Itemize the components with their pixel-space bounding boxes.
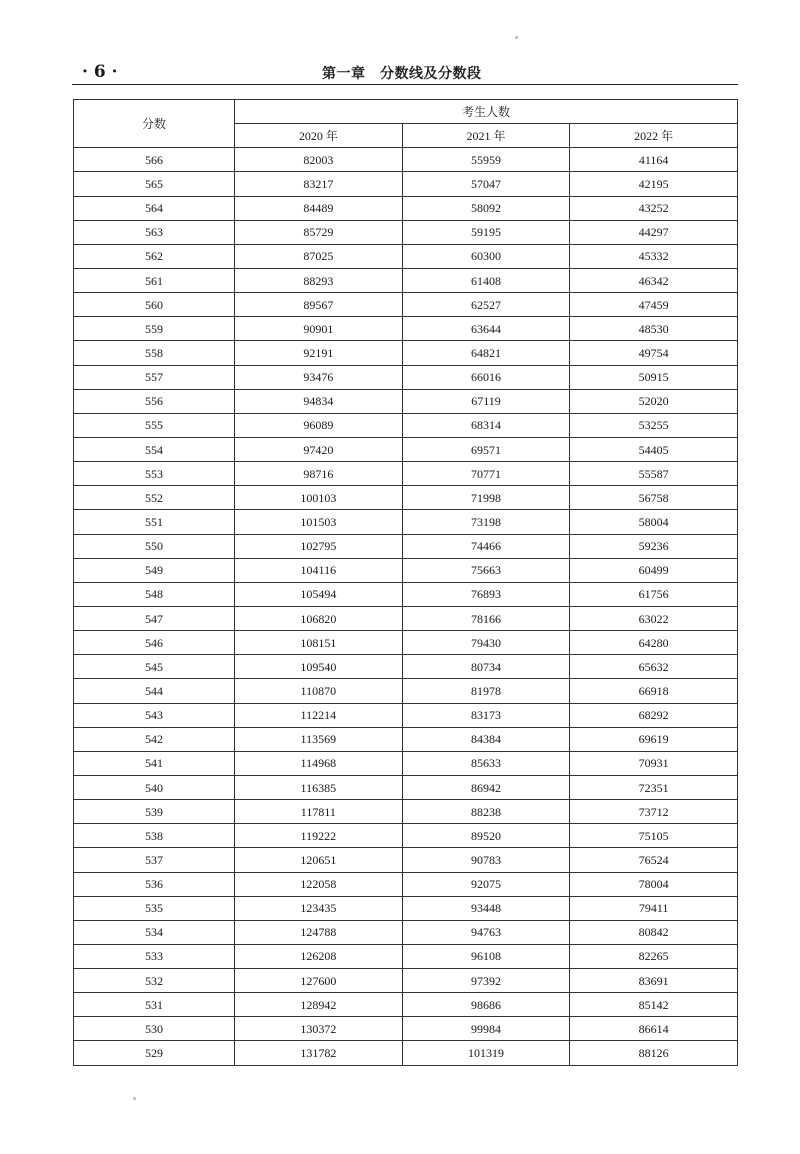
- count-2021-cell: 96108: [402, 944, 570, 968]
- table-row: [74, 993, 738, 1017]
- examinee-count-header: 考生人数: [235, 100, 738, 124]
- score-cell: 542: [74, 727, 235, 751]
- count-2022-cell: 42195: [570, 172, 738, 196]
- count-2021-cell: 67119: [402, 389, 570, 413]
- count-2022-cell: 73712: [570, 800, 738, 824]
- table-row: [74, 268, 738, 292]
- header-row-group: [74, 100, 738, 124]
- table-row: [74, 679, 738, 703]
- count-2022-cell: 83691: [570, 969, 738, 993]
- count-2022-cell: 79411: [570, 896, 738, 920]
- table-row: [74, 944, 738, 968]
- count-2021-cell: 71998: [402, 486, 570, 510]
- table-row: [74, 437, 738, 461]
- score-cell: 559: [74, 317, 235, 341]
- score-cell: 537: [74, 848, 235, 872]
- count-2022-cell: 44297: [570, 220, 738, 244]
- count-2022-cell: 58004: [570, 510, 738, 534]
- count-2020-cell: 96089: [235, 413, 403, 437]
- score-cell: 545: [74, 655, 235, 679]
- count-2020-cell: 87025: [235, 244, 403, 268]
- count-2021-cell: 68314: [402, 413, 570, 437]
- count-2022-cell: 50915: [570, 365, 738, 389]
- score-cell: 558: [74, 341, 235, 365]
- count-2022-cell: 43252: [570, 196, 738, 220]
- score-cell: 564: [74, 196, 235, 220]
- count-2022-cell: 76524: [570, 848, 738, 872]
- count-2020-cell: 88293: [235, 268, 403, 292]
- count-2020-cell: 106820: [235, 606, 403, 630]
- table-row: [74, 655, 738, 679]
- score-cell: 553: [74, 462, 235, 486]
- count-2022-cell: 69619: [570, 727, 738, 751]
- count-2020-cell: 98716: [235, 462, 403, 486]
- count-2021-cell: 85633: [402, 751, 570, 775]
- table-row: [74, 969, 738, 993]
- count-2021-cell: 58092: [402, 196, 570, 220]
- count-2022-cell: 80842: [570, 920, 738, 944]
- score-cell: 548: [74, 582, 235, 606]
- count-2022-cell: 47459: [570, 293, 738, 317]
- count-2021-cell: 79430: [402, 631, 570, 655]
- count-2020-cell: 92191: [235, 341, 403, 365]
- count-2021-cell: 73198: [402, 510, 570, 534]
- score-cell: 539: [74, 800, 235, 824]
- count-2022-cell: 60499: [570, 558, 738, 582]
- count-2020-cell: 105494: [235, 582, 403, 606]
- count-2020-cell: 120651: [235, 848, 403, 872]
- count-2021-cell: 88238: [402, 800, 570, 824]
- table-row: [74, 631, 738, 655]
- table-row: [74, 486, 738, 510]
- count-2021-cell: 70771: [402, 462, 570, 486]
- count-2020-cell: 110870: [235, 679, 403, 703]
- count-2021-cell: 97392: [402, 969, 570, 993]
- count-2020-cell: 114968: [235, 751, 403, 775]
- score-cell: 544: [74, 679, 235, 703]
- count-2022-cell: 49754: [570, 341, 738, 365]
- count-2020-cell: 123435: [235, 896, 403, 920]
- year-header-2022: 2022 年: [570, 124, 738, 148]
- count-2021-cell: 76893: [402, 582, 570, 606]
- count-2020-cell: 108151: [235, 631, 403, 655]
- count-2022-cell: 72351: [570, 775, 738, 799]
- count-2021-cell: 90783: [402, 848, 570, 872]
- count-2020-cell: 101503: [235, 510, 403, 534]
- count-2022-cell: 85142: [570, 993, 738, 1017]
- count-2022-cell: 65632: [570, 655, 738, 679]
- count-2021-cell: 89520: [402, 824, 570, 848]
- count-2021-cell: 81978: [402, 679, 570, 703]
- count-2021-cell: 63644: [402, 317, 570, 341]
- count-2021-cell: 94763: [402, 920, 570, 944]
- count-2021-cell: 57047: [402, 172, 570, 196]
- count-2021-cell: 69571: [402, 437, 570, 461]
- table-row: [74, 220, 738, 244]
- count-2022-cell: 45332: [570, 244, 738, 268]
- table-row: [74, 775, 738, 799]
- table-body: [74, 148, 738, 1065]
- count-2020-cell: 122058: [235, 872, 403, 896]
- count-2022-cell: 88126: [570, 1041, 738, 1065]
- count-2020-cell: 100103: [235, 486, 403, 510]
- table-row: [74, 606, 738, 630]
- count-2021-cell: 74466: [402, 534, 570, 558]
- count-2020-cell: 126208: [235, 944, 403, 968]
- table-row: [74, 848, 738, 872]
- count-2020-cell: 117811: [235, 800, 403, 824]
- table-row: [74, 727, 738, 751]
- count-2022-cell: 54405: [570, 437, 738, 461]
- table-row: [74, 800, 738, 824]
- count-2021-cell: 99984: [402, 1017, 570, 1041]
- table-row: [74, 341, 738, 365]
- table-row: [74, 196, 738, 220]
- score-cell: 550: [74, 534, 235, 558]
- score-cell: 556: [74, 389, 235, 413]
- table-row: [74, 413, 738, 437]
- count-2020-cell: 127600: [235, 969, 403, 993]
- score-cell: 563: [74, 220, 235, 244]
- count-2021-cell: 66016: [402, 365, 570, 389]
- score-cell: 531: [74, 993, 235, 1017]
- count-2020-cell: 109540: [235, 655, 403, 679]
- score-cell: 565: [74, 172, 235, 196]
- score-cell: 557: [74, 365, 235, 389]
- count-2020-cell: 128942: [235, 993, 403, 1017]
- count-2022-cell: 55587: [570, 462, 738, 486]
- count-2021-cell: 86942: [402, 775, 570, 799]
- count-2021-cell: 60300: [402, 244, 570, 268]
- count-2022-cell: 61756: [570, 582, 738, 606]
- table-row: [74, 1017, 738, 1041]
- count-2021-cell: 98686: [402, 993, 570, 1017]
- score-cell: 555: [74, 413, 235, 437]
- count-2022-cell: 78004: [570, 872, 738, 896]
- score-cell: 535: [74, 896, 235, 920]
- count-2022-cell: 86614: [570, 1017, 738, 1041]
- count-2021-cell: 55959: [402, 148, 570, 172]
- count-2020-cell: 104116: [235, 558, 403, 582]
- table-row: [74, 920, 738, 944]
- table-row: [74, 824, 738, 848]
- count-2020-cell: 97420: [235, 437, 403, 461]
- count-2021-cell: 78166: [402, 606, 570, 630]
- score-cell: 546: [74, 631, 235, 655]
- table-row: [74, 896, 738, 920]
- score-cell: 541: [74, 751, 235, 775]
- chapter-title: 第一章 分数线及分数段: [322, 66, 482, 82]
- table-row: [74, 462, 738, 486]
- score-cell: 532: [74, 969, 235, 993]
- table-row: [74, 244, 738, 268]
- count-2021-cell: 80734: [402, 655, 570, 679]
- score-cell: 549: [74, 558, 235, 582]
- count-2020-cell: 113569: [235, 727, 403, 751]
- count-2021-cell: 64821: [402, 341, 570, 365]
- count-2020-cell: 90901: [235, 317, 403, 341]
- table-row: [74, 703, 738, 727]
- count-2021-cell: 93448: [402, 896, 570, 920]
- score-cell: 554: [74, 437, 235, 461]
- count-2021-cell: 83173: [402, 703, 570, 727]
- count-2022-cell: 82265: [570, 944, 738, 968]
- count-2020-cell: 130372: [235, 1017, 403, 1041]
- table-row: [74, 872, 738, 896]
- table-row: [74, 172, 738, 196]
- count-2022-cell: 53255: [570, 413, 738, 437]
- score-cell: 543: [74, 703, 235, 727]
- count-2020-cell: 94834: [235, 389, 403, 413]
- scan-speck: [515, 36, 518, 39]
- score-cell: 538: [74, 824, 235, 848]
- table-row: [74, 582, 738, 606]
- count-2021-cell: 75663: [402, 558, 570, 582]
- score-cell: 540: [74, 775, 235, 799]
- table-row: [74, 317, 738, 341]
- count-2022-cell: 46342: [570, 268, 738, 292]
- count-2021-cell: 101319: [402, 1041, 570, 1065]
- count-2020-cell: 116385: [235, 775, 403, 799]
- count-2020-cell: 93476: [235, 365, 403, 389]
- scan-speck: [133, 1097, 136, 1100]
- count-2022-cell: 56758: [570, 486, 738, 510]
- count-2020-cell: 83217: [235, 172, 403, 196]
- score-cell: 533: [74, 944, 235, 968]
- count-2020-cell: 85729: [235, 220, 403, 244]
- count-2022-cell: 68292: [570, 703, 738, 727]
- count-2020-cell: 131782: [235, 1041, 403, 1065]
- count-2022-cell: 75105: [570, 824, 738, 848]
- score-cell: 551: [74, 510, 235, 534]
- count-2022-cell: 41164: [570, 148, 738, 172]
- score-cell: 529: [74, 1041, 235, 1065]
- count-2022-cell: 66918: [570, 679, 738, 703]
- count-2020-cell: 82003: [235, 148, 403, 172]
- count-2021-cell: 92075: [402, 872, 570, 896]
- count-2022-cell: 59236: [570, 534, 738, 558]
- score-cell: 536: [74, 872, 235, 896]
- score-cell: 562: [74, 244, 235, 268]
- header-rule: [72, 84, 738, 85]
- count-2020-cell: 89567: [235, 293, 403, 317]
- count-2022-cell: 70931: [570, 751, 738, 775]
- count-2021-cell: 62527: [402, 293, 570, 317]
- score-cell: 530: [74, 1017, 235, 1041]
- table-row: [74, 751, 738, 775]
- score-cell: 547: [74, 606, 235, 630]
- count-2022-cell: 48530: [570, 317, 738, 341]
- table-head: [74, 100, 738, 148]
- count-2020-cell: 84489: [235, 196, 403, 220]
- year-header-2021: 2021 年: [402, 124, 570, 148]
- table-row: [74, 293, 738, 317]
- table-row: [74, 558, 738, 582]
- score-column-header: 分数: [74, 100, 235, 148]
- table-row: [74, 534, 738, 558]
- count-2020-cell: 112214: [235, 703, 403, 727]
- table-row: [74, 389, 738, 413]
- count-2022-cell: 52020: [570, 389, 738, 413]
- table-row: [74, 148, 738, 172]
- count-2022-cell: 63022: [570, 606, 738, 630]
- score-cell: 561: [74, 268, 235, 292]
- score-distribution-table: [73, 99, 738, 1066]
- score-cell: 566: [74, 148, 235, 172]
- score-cell: 534: [74, 920, 235, 944]
- table-row: [74, 1041, 738, 1065]
- table-row: [74, 365, 738, 389]
- count-2021-cell: 59195: [402, 220, 570, 244]
- table-row: [74, 510, 738, 534]
- count-2021-cell: 61408: [402, 268, 570, 292]
- year-header-2020: 2020 年: [235, 124, 403, 148]
- count-2020-cell: 102795: [235, 534, 403, 558]
- count-2021-cell: 84384: [402, 727, 570, 751]
- score-cell: 552: [74, 486, 235, 510]
- page-number: · 6 ·: [82, 62, 118, 82]
- count-2020-cell: 119222: [235, 824, 403, 848]
- count-2020-cell: 124788: [235, 920, 403, 944]
- page-header: [72, 62, 738, 82]
- count-2022-cell: 64280: [570, 631, 738, 655]
- score-cell: 560: [74, 293, 235, 317]
